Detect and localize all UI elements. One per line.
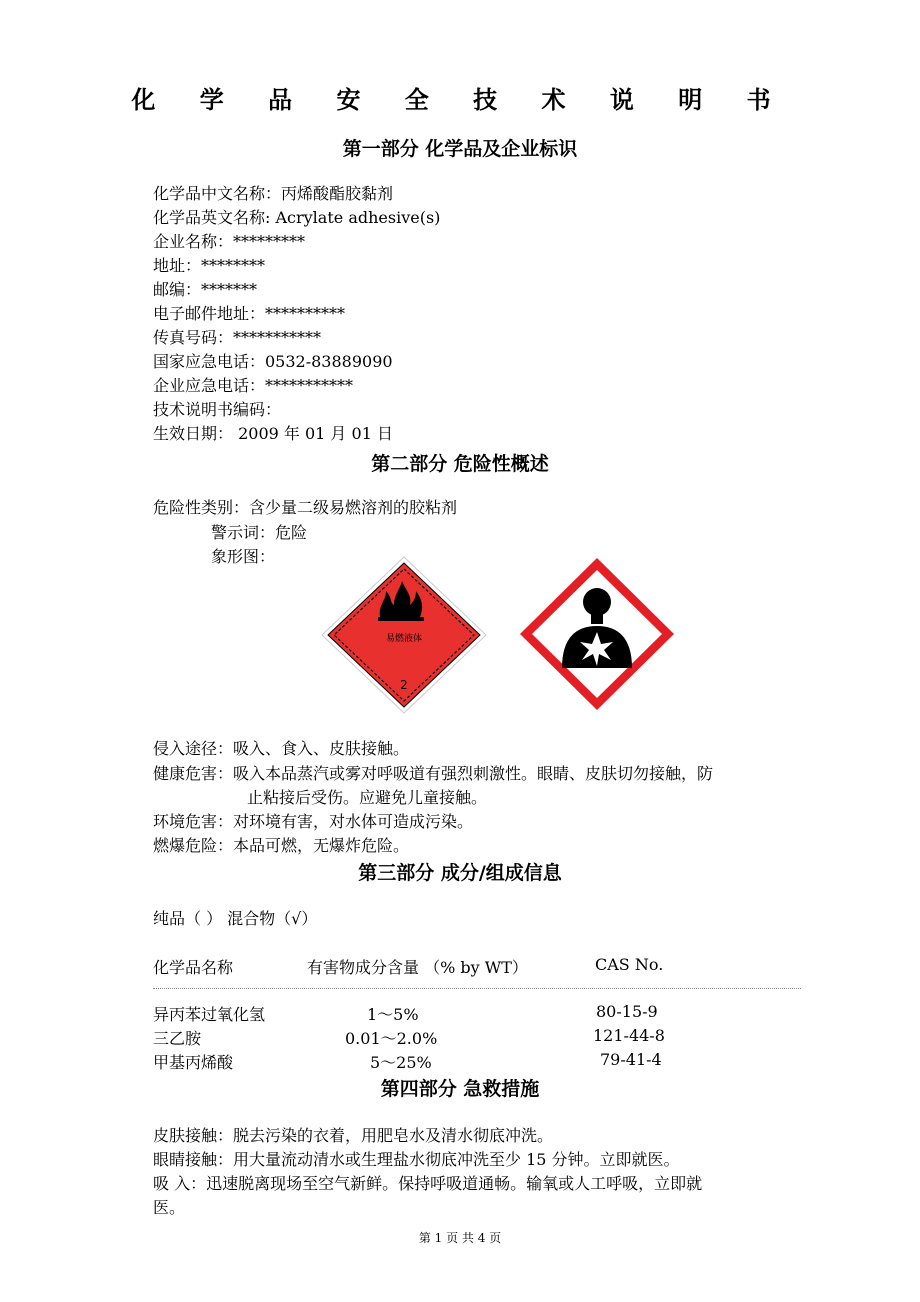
table-cell-cas: 121-44-8	[593, 1026, 665, 1045]
table-cell-content: 5～25%	[370, 1053, 432, 1072]
hazard-category: 危险性类别：含少量二级易燃溶剂的胶粘剂	[153, 498, 458, 517]
table-cell-name: 甲基丙烯酸	[153, 1053, 234, 1072]
table-cell-content: 1～5%	[367, 1005, 419, 1024]
part1-heading: 第一部分 化学品及企业标识	[342, 138, 578, 160]
table-cell-cas: 80-15-9	[596, 1002, 658, 1021]
part4-heading: 第四部分 急救措施	[380, 1078, 540, 1100]
cn-name-line: 化学品中文名称：丙烯酸酯胶黏剂	[153, 184, 394, 203]
health-hazard-line1: 健康危害：吸入本品蒸汽或雾对呼吸道有强烈刺激性。眼睛、皮肤切勿接触，防	[153, 764, 714, 783]
flammable-label: 易燃液体	[385, 634, 423, 644]
environmental-hazard: 环境危害：对环境有害，对水体可造成污染。	[153, 812, 474, 831]
table-cell-name: 三乙胺	[153, 1029, 202, 1048]
table-header-cas: CAS No.	[595, 955, 664, 974]
table-header-name: 化学品名称	[153, 958, 234, 977]
eye-contact: 眼睛接触：用大量流动清水或生理盐水彻底冲洗至少 15 分钟。立即就医。	[153, 1150, 680, 1169]
health-hazard-line2: 止粘接后受伤。应避免儿童接触。	[247, 788, 488, 807]
health-hazard-pictogram	[518, 556, 676, 712]
company-emergency-line: 企业应急电话：***********	[153, 376, 354, 395]
part3-heading: 第三部分 成分/组成信息	[358, 862, 562, 884]
table-cell-name: 异丙苯过氧化氢	[153, 1005, 266, 1024]
company-line: 企业名称：*********	[153, 232, 306, 251]
pictogram-label: 象形图：	[211, 547, 276, 566]
part2-heading: 第二部分 危险性概述	[371, 453, 549, 475]
table-cell-cas: 79-41-4	[600, 1050, 662, 1069]
hazard-class-number: 2	[400, 678, 408, 692]
email-line: 电子邮件地址：**********	[153, 304, 346, 323]
effective-date-line: 生效日期： 2009 年 01 月 01 日	[153, 424, 393, 443]
exposure-routes: 侵入途径：吸入、食入、皮肤接触。	[153, 739, 410, 758]
address-line: 地址：********	[153, 256, 266, 275]
signal-word: 警示词：危险	[211, 523, 308, 542]
table-divider	[153, 988, 801, 989]
inhalation-line1: 吸 入：迅速脱离现场至空气新鲜。保持呼吸道通畅。输氧或人工呼吸，立即就	[153, 1174, 703, 1193]
table-cell-content: 0.01～2.0%	[345, 1029, 438, 1048]
document-title: 化 学 品 安 全 技 术 说 明 书	[131, 85, 789, 114]
inhalation-line2: 医。	[153, 1198, 186, 1217]
skin-contact: 皮肤接触：脱去污染的衣着，用肥皂水及清水彻底冲洗。	[153, 1126, 554, 1145]
postcode-line: 邮编：*******	[153, 280, 258, 299]
sds-code-line: 技术说明书编码：	[153, 400, 282, 419]
national-emergency-line: 国家应急电话：0532-83889090	[153, 352, 393, 371]
page-footer: 第 1 页 共 4 页	[418, 1231, 502, 1245]
fax-line: 传真号码：***********	[153, 328, 322, 347]
table-header-content: 有害物成分含量 （% by WT）	[307, 958, 528, 977]
fire-explosion-hazard: 燃爆危险：本品可燃，无爆炸危险。	[153, 836, 410, 855]
purity-line: 纯品（ ） 混合物（√）	[153, 909, 318, 928]
en-name-line: 化学品英文名称: Acrylate adhesive(s)	[153, 208, 441, 227]
flammable-liquid-pictogram	[320, 555, 488, 715]
